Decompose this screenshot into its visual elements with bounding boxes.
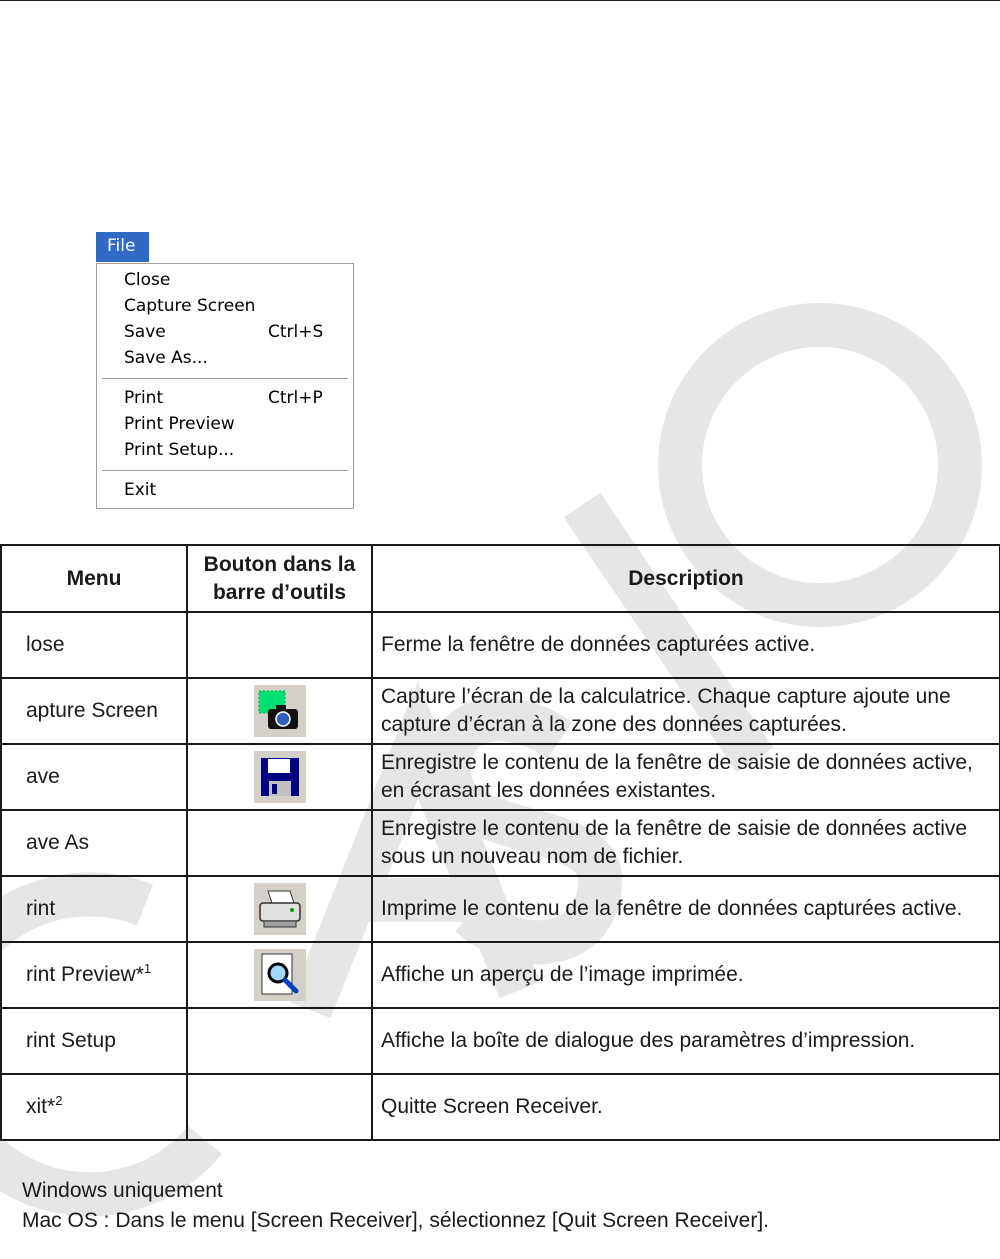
- table-row: [1, 744, 1000, 810]
- row-description: Enregistre le contenu de la fenêtre de saisie de données active sous un nouveau nom de fichier.: [372, 810, 1000, 876]
- menu-item-close[interactable]: Close: [124, 270, 171, 290]
- table-row: [1, 942, 1000, 1008]
- footnotes: [22, 1176, 769, 1236]
- print-preview-icon: [254, 949, 306, 1001]
- header-description: Description: [372, 545, 1000, 612]
- table-row: [1, 876, 1000, 942]
- menu-separator: [102, 378, 348, 382]
- row-description: Imprime le contenu de la fenêtre de données capturées active.: [372, 876, 1000, 942]
- row-description: Affiche un aperçu de l’image imprimée.: [372, 942, 1000, 1008]
- menu-item-save-as[interactable]: Save As...: [124, 348, 208, 368]
- row-button-cell: [187, 744, 372, 810]
- header-menu: Menu: [1, 545, 187, 612]
- row-button-cell: [187, 678, 372, 744]
- capture-screen-icon: [254, 685, 306, 737]
- row-menu-name: rint: [1, 876, 187, 942]
- row-button-cell: [187, 1074, 372, 1140]
- row-description: Ferme la fenêtre de données capturées active.: [372, 612, 1000, 678]
- row-button-cell: [187, 1008, 372, 1074]
- row-button-cell: [187, 942, 372, 1008]
- table-row: [1, 810, 1000, 876]
- footnote-2: Mac OS : Dans le menu [Screen Receiver], sélectionnez [Quit Screen Receiver].: [22, 1209, 769, 1232]
- file-menu-table: [0, 544, 1000, 1141]
- row-menu-name: xit*$^2$: [1, 1074, 187, 1140]
- menu-item-exit[interactable]: Exit: [124, 480, 157, 500]
- table-row: [1, 612, 1000, 678]
- table-row: [1, 1074, 1000, 1140]
- menu-item-print[interactable]: Print Ctrl+P: [124, 388, 323, 408]
- table-row: [1, 678, 1000, 744]
- row-button-cell: [187, 612, 372, 678]
- menu-item-save[interactable]: Save Ctrl+S: [124, 322, 324, 342]
- file-menu-dropdown: [96, 263, 354, 509]
- row-menu-name: ave: [1, 744, 187, 810]
- save-floppy-icon: [254, 751, 306, 803]
- menu-separator: [102, 470, 348, 474]
- printer-icon: [254, 883, 306, 935]
- row-description: Affiche la boîte de dialogue des paramètres d’impression.: [372, 1008, 1000, 1074]
- row-button-cell: [187, 876, 372, 942]
- row-description: Enregistre le contenu de la fenêtre de saisie de données active, en écrasant les données existantes.: [372, 744, 1000, 810]
- table-row: [1, 1008, 1000, 1074]
- menu-item-print-preview[interactable]: Print Preview: [124, 414, 235, 434]
- row-menu-name: rint Preview*$^1$: [1, 942, 187, 1008]
- row-description: Quitte Screen Receiver.: [372, 1074, 1000, 1140]
- header-button: Bouton dans la barre d’outils: [187, 545, 372, 612]
- file-menu-title[interactable]: File: [96, 232, 149, 262]
- row-button-cell: [187, 810, 372, 876]
- row-menu-name: lose: [1, 612, 187, 678]
- menu-item-capture-screen[interactable]: Capture Screen: [124, 296, 256, 316]
- footnote-1: Windows uniquement: [22, 1179, 223, 1202]
- row-description: Capture l’écran de la calculatrice. Chaque capture ajoute une capture d’écran à la zone des données capturées.: [372, 678, 1000, 744]
- top-rule: [0, 0, 1000, 1]
- row-menu-name: rint Setup: [1, 1008, 187, 1074]
- table-header-row: [1, 545, 1000, 612]
- menu-item-print-setup[interactable]: Print Setup...: [124, 440, 235, 460]
- row-menu-name: ave As: [1, 810, 187, 876]
- row-menu-name: apture Screen: [1, 678, 187, 744]
